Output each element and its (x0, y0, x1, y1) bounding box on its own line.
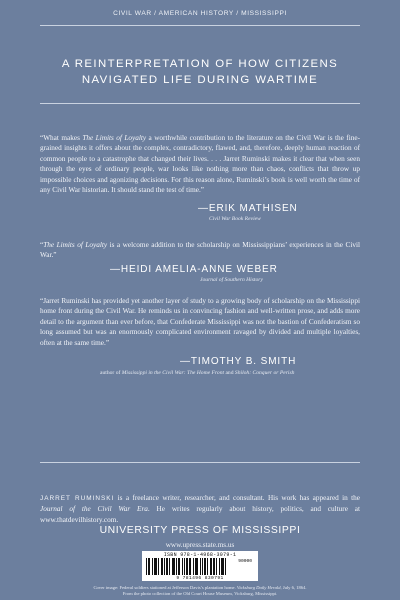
top-divider (40, 25, 360, 26)
barcode-bar (167, 558, 168, 575)
barcode-bar (195, 558, 196, 575)
barcode-bar (156, 558, 157, 575)
headline-line-2: NAVIGATED LIFE DURING WARTIME (81, 74, 319, 86)
credit-line-2: From the photo collection of the Old Court House Museum, Vicksburg, Mississippi. (122, 591, 278, 596)
barcode-bar (190, 558, 191, 575)
isbn-label: ISBN 978-1-4968-3079-1 (163, 552, 237, 558)
barcode-bar (152, 558, 153, 575)
author-bio: JARRET RUMINSKI is a freelance writer, researcher, and consultant. His work has appeared in the Journal of the Civil War Era. He writes regularly about history, politics, and culture at www.thatdevilhistory.com. (40, 494, 361, 524)
blurb-author-1: —ERIK MATHISEN (198, 203, 298, 214)
barcode-bars (146, 558, 226, 575)
barcode-bar (172, 558, 173, 575)
barcode-bar (207, 558, 208, 575)
barcode-bar (161, 558, 162, 575)
barcode-bar (158, 558, 159, 575)
barcode-bar (164, 558, 165, 575)
barcode-bar (179, 558, 180, 575)
blurb-author-2: —HEIDI AMELIA-ANNE WEBER (110, 264, 278, 275)
headline-line-1: A REINTERPRETATION OF HOW CITIZENS (61, 58, 339, 70)
barcode-bar (166, 558, 167, 575)
barcode-bar (196, 558, 197, 575)
barcode-bar (182, 558, 183, 575)
barcode-bar (162, 558, 163, 575)
credit-line-1: Cover image: Federal soldiers stationed at Jefferson Davis’s plantation home. Vicksburg Daily Herald, July 6, 1864. (93, 585, 307, 590)
barcode-bar (184, 558, 185, 575)
barcode-bar (189, 558, 190, 575)
barcode (142, 551, 258, 581)
barcode-bar (202, 558, 203, 575)
barcode-bar (225, 558, 226, 575)
barcode-bar (193, 558, 194, 575)
book-title: The Limits of Loyalty (43, 241, 108, 249)
barcode-bar (205, 558, 206, 575)
barcode-digits: 9 781496 830791 (176, 576, 224, 581)
headline (40, 56, 360, 88)
barcode-bar (155, 558, 156, 575)
barcode-bar (200, 558, 201, 575)
barcode-bar (174, 558, 175, 575)
barcode-bar (211, 558, 212, 575)
barcode-bar (149, 558, 150, 575)
barcode-bar (204, 558, 205, 575)
barcode-bar (216, 558, 217, 575)
barcode-bar (197, 558, 198, 575)
headline-divider (40, 103, 360, 104)
barcode-bar (219, 558, 220, 575)
blurb-source-2: Journal of Southern History (200, 277, 263, 283)
barcode-bar (176, 558, 177, 575)
barcode-bar (187, 558, 188, 575)
blurb-quote-3: “Jarret Ruminski has provided yet another layer of study to a growing body of scholarship on the Mississippi home front during the Civil War. He reminds us in convincing fashion and well-written prose, and adds more detail to the argument than ever before, that Confederate Mississippi was not the bastion of Confederatism so long assumed but was an enormously complicated environment ravaged by divided and multiple loyalties, often at the same time.” (40, 297, 360, 347)
barcode-bar (210, 558, 211, 575)
barcode-bar (223, 558, 224, 575)
barcode-bar (154, 558, 155, 575)
blurb-source-1: Civil War Book Review (209, 216, 261, 222)
price-code: 90000 (238, 559, 252, 564)
category-line: CIVIL WAR / AMERICAN HISTORY / MISSISSIPPI (113, 10, 287, 17)
bio-divider (40, 462, 360, 463)
barcode-bar (178, 558, 179, 575)
barcode-bar (221, 558, 222, 575)
cover-credit (10, 585, 390, 597)
blurb-source-3: author of Mississippi in the Civil War: The Home Front and Shiloh: Conquer or Perish (100, 370, 295, 376)
barcode-bar (186, 558, 187, 575)
author-name: JARRET RUMINSKI (40, 495, 115, 502)
blurb-author-3: —TIMOTHY B. SMITH (180, 356, 297, 367)
blurb-quote-2: “The Limits of Loyalty is a welcome addition to the scholarship on Mississippians’ experiences in the Civil War.” (40, 241, 360, 260)
barcode-bar (214, 558, 215, 575)
publisher-url: www.upress.state.ms.us (165, 541, 235, 549)
blurb-quote-1: “What makes The Limits of Loyalty a worthwhile contribution to the literature on the Civil War is the fine-grained insights it offers about the complex, contradictory, flawed, and, therefore, deeply human reaction of common people to a catastrophe that changed their lives. . . . Jarret Ruminski makes it clear that when seen through the eyes of ordinary people, war looks like nothing more than chaos, conflicts that throw up impossible choices and agonizing decisions. For this reason alone, Ruminski’s book is well worth the time of any Civil War historian. It should stand the test of time.” (40, 134, 360, 195)
barcode-bar (173, 558, 174, 575)
book-title: The Limits of Loyalty (82, 134, 147, 142)
barcode-bar (146, 558, 147, 575)
barcode-bar (148, 558, 149, 575)
barcode-bar (222, 558, 223, 575)
barcode-bar (169, 558, 170, 575)
publisher-name: UNIVERSITY PRESS OF MISSISSIPPI (99, 525, 301, 536)
barcode-bar (213, 558, 214, 575)
